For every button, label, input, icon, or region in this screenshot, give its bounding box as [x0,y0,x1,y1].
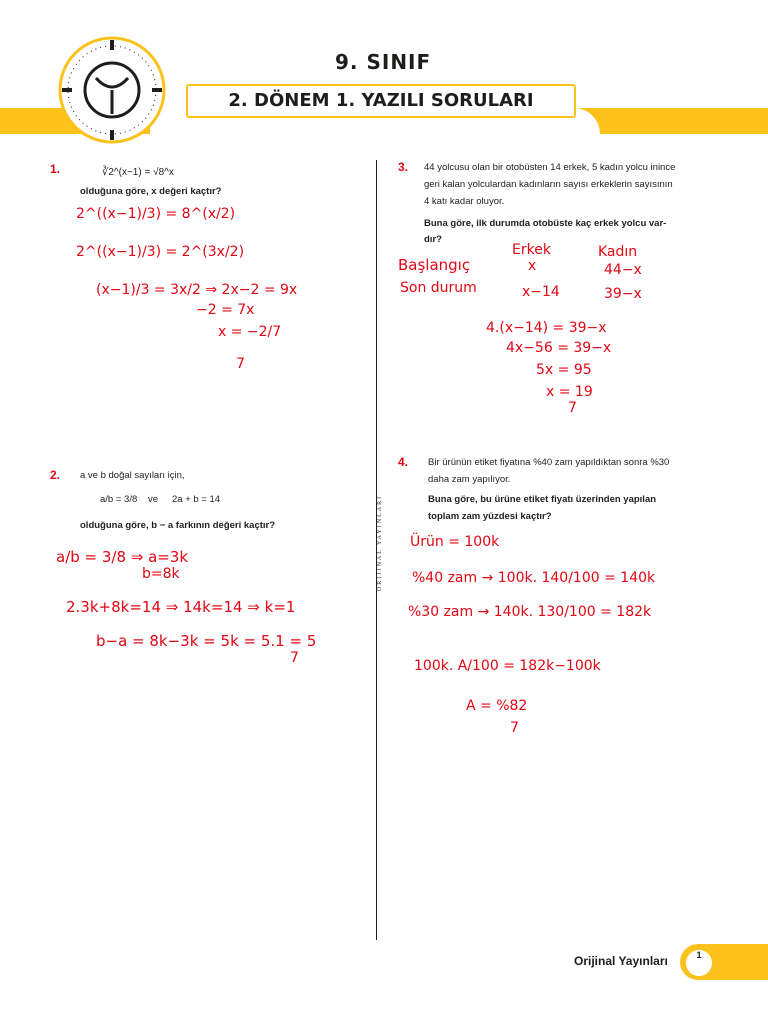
q2-work-line: b=8k [142,566,180,582]
q2-work-line: 2.3k+8k=14 ⇒ 14k=14 ⇒ k=1 [66,598,296,616]
q3-work-cell: 44−x [604,262,642,278]
q2-prompt: olduğuna göre, b − a farkının değeri kaçtır? [80,520,276,531]
q2-eq-a: a/b = 3/8 [100,494,138,505]
q2-work-line: a/b = 3/8 ⇒ a=3k [56,548,189,566]
q4-work-line: A = %82 [466,698,528,714]
q1-work-line: x = −2/7 [218,324,282,340]
q2-number: 2. [50,468,61,482]
q1-work-line: 7 [236,356,245,372]
q3-work-line: 5x = 95 [536,362,592,378]
q1-work-line: 2^((x−1)/3) = 2^(3x/2) [76,244,245,260]
q3-work-line: x = 19 [546,384,593,400]
q2-ve: ve [148,494,159,505]
q4-text: Bir ürünün etiket fiyatına %40 zam yapıldıktan sonra %30 [428,457,670,468]
q4-work-line: %30 zam → 140k. 130/100 = 182k [408,604,652,620]
q4-prompt: Buna göre, bu ürüne etiket fiyatı üzerinden yapılan [428,494,657,505]
side-publisher-text: ORİJİNAL YAYINLARI [377,494,383,592]
q2-work-line: b−a = 8k−3k = 5k = 5.1 = 5 [96,632,317,650]
q1-work-line: −2 = 7x [196,302,255,318]
q3-number: 3. [398,160,409,174]
q3-work-line: 4x−56 = 39−x [506,340,612,356]
q3-work-cell: Kadın [598,244,638,260]
grade-label: 9. SINIF [335,50,432,74]
q3-work-cell: 39−x [604,286,642,302]
q1-equation: ∛2^(x−1) = √8^x [102,167,174,178]
q1-number: 1. [50,162,61,176]
q2-line1: a ve b doğal sayıları için, [80,470,185,481]
q1-prompt: olduğuna göre, x değeri kaçtır? [80,186,222,197]
q3-work-cell: Son durum [400,280,477,296]
q3-work-cell: Başlangıç [398,256,471,274]
q3-work-cell: x−14 [522,284,560,300]
logo-clock-icon [58,36,166,144]
q4-work-line: 7 [510,720,519,736]
q3-text: 44 yolcusu olan bir otobüsten 14 erkek, 5 kadın yolcu inince [424,162,676,173]
q2-eq-b: 2a + b = 14 [172,494,221,505]
q1-work-line: 2^((x−1)/3) = 8^(x/2) [76,206,236,222]
q3-work-cell: x [528,258,537,274]
q4-work-line: %40 zam → 100k. 140/100 = 140k [412,570,656,586]
q4-work-line: 100k. A/100 = 182k−100k [414,658,601,674]
q3-text: 4 katı kadar oluyor. [424,196,505,207]
q3-work-line: 4.(x−14) = 39−x [486,320,607,336]
q2-work-line: 7 [290,650,299,666]
q3-prompt: Buna göre, ilk durumda otobüste kaç erkek yolcu var- [424,218,667,229]
page-title: 2. DÖNEM 1. YAZILI SORULARI [186,84,576,118]
q4-text: daha zam yapılıyor. [428,474,511,485]
q3-work-cell: Erkek [512,242,551,258]
q4-prompt: toplam zam yüzdesi kaçtır? [428,511,552,522]
q3-work-line: 7 [568,400,577,416]
q4-number: 4. [398,455,409,469]
q3-text: geri kalan yolculardan kadınların sayısı erkeklerin sayısının [424,179,673,190]
footer-publisher: Orijinal Yayınları [574,954,668,968]
page-number: 1 [684,948,714,978]
q1-work-line: (x−1)/3 = 3x/2 ⇒ 2x−2 = 9x [96,282,298,298]
q4-work-line: Ürün = 100k [410,534,500,550]
q3-prompt: dır? [424,234,442,245]
